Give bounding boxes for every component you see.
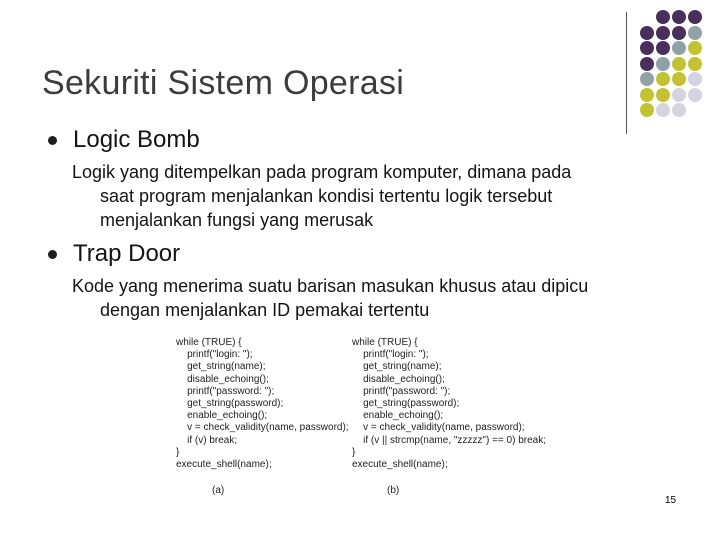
code-caption-b: (b) [387,485,400,496]
decor-dot [640,41,654,55]
code-listing-a [176,337,349,471]
code-line: execute_shell(name); [352,459,448,471]
decor-dot [672,41,686,55]
bullet-icon [48,250,57,259]
code-line: get_string(name); [176,361,266,373]
decor-dot [640,57,654,71]
decor-dot [656,10,670,24]
decor-dot [656,88,670,102]
code-line: if (v || strcmp(name, "zzzzz") == 0) break; [352,434,547,446]
decor-dot [672,72,686,86]
code-line: disable_echoing(); [176,373,269,385]
code-line: get_string(name); [352,361,442,373]
decor-dot [656,72,670,86]
code-line: printf("password: "); [176,385,275,397]
decor-dot [672,10,686,24]
decor-dot [640,26,654,40]
decor-dot [656,103,670,117]
page-number: 15 [665,495,677,506]
decor-dot [672,88,686,102]
code-line: printf("login: "); [352,349,429,361]
desc-line: dengan menjalankan ID pemakai tertentu [100,300,430,320]
code-line: printf("login: "); [176,349,253,361]
decor-dot [640,72,654,86]
code-line: v = check_validity(name, password); [352,422,525,434]
desc-line: Logik yang ditempelkan pada program komputer, dimana pada [72,162,572,182]
code-line: printf("password: "); [352,385,451,397]
desc-line: Kode yang menerima suatu barisan masukan khusus atau dipicu [72,276,589,296]
decor-dot [640,103,654,117]
bullet-heading: Trap Door [73,240,181,267]
decorative-divider [626,12,627,134]
code-line: } [352,446,356,458]
desc-line: menjalankan fungsi yang merusak [100,210,374,230]
decor-dot [688,26,702,40]
bullet-heading: Logic Bomb [73,126,200,153]
page-title: Sekuriti Sistem Operasi [42,64,405,102]
decor-dot [688,72,702,86]
decor-dot [688,57,702,71]
decor-dot [672,57,686,71]
code-caption-a: (a) [212,485,225,496]
code-line: while (TRUE) { [352,337,418,348]
bullet-icon [48,136,57,145]
decor-dot [672,103,686,117]
decor-dot [688,88,702,102]
code-line: enable_echoing(); [176,410,268,422]
code-line: get_string(password); [352,398,460,410]
logic-bomb-description [72,160,642,232]
decor-dot [656,41,670,55]
code-line: execute_shell(name); [176,459,272,471]
code-line: } [176,446,180,458]
code-line: enable_echoing(); [352,410,444,422]
trap-door-description [72,274,642,322]
decorative-dot-grid [640,10,712,120]
code-line: while (TRUE) { [176,337,242,348]
decor-dot [656,57,670,71]
decor-dot [672,26,686,40]
code-listing-b [352,337,546,471]
code-line: disable_echoing(); [352,373,445,385]
desc-line: saat program menjalankan kondisi tertentu logik tersebut [100,186,553,206]
code-line: get_string(password); [176,398,284,410]
code-line: v = check_validity(name, password); [176,422,349,434]
code-line: if (v) break; [176,434,238,446]
decor-dot [640,88,654,102]
decor-dot [688,41,702,55]
decor-dot [688,10,702,24]
decor-dot [656,26,670,40]
